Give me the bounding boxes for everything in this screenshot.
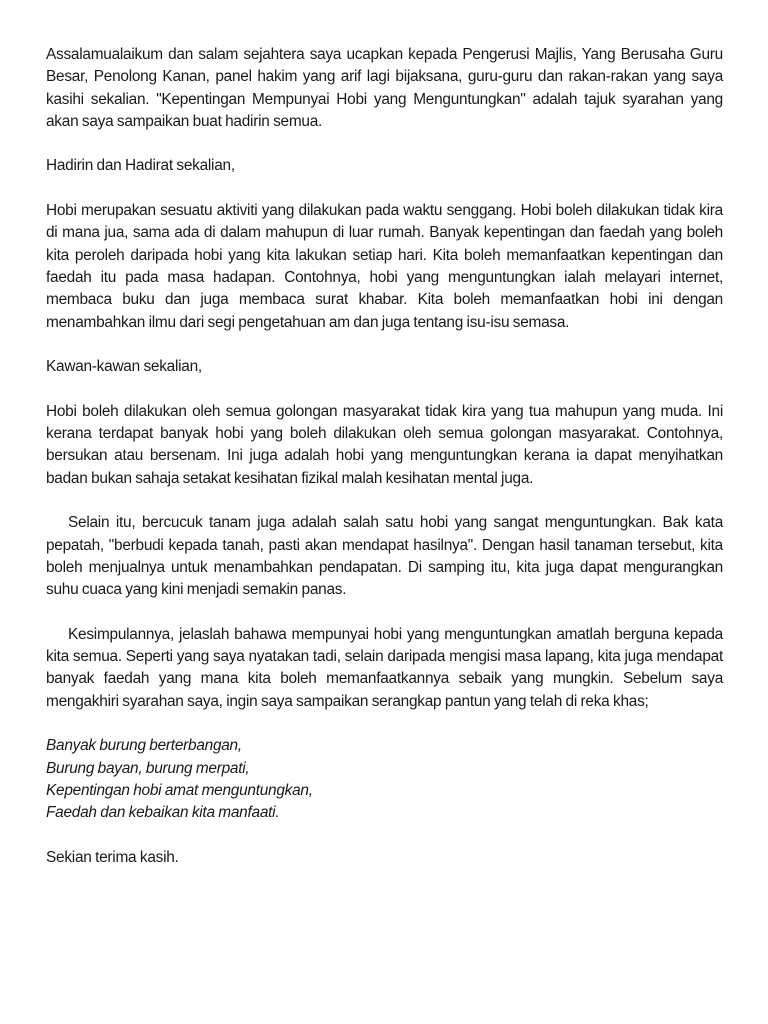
pantun-line-2: Burung bayan, burung merpati, <box>46 759 250 777</box>
conclusion-paragraph: Kesimpulannya, jelaslah bahawa mempunyai hobi yang menguntungkan amatlah berguna kepada kita semua. Seperti yang saya nyatakan tadi, selain daripada mengisi masa lapang, kita juga mendapat banyak faedah yang mana kita boleh memanfaatkannya sebaik yang mungkin. Sebelum saya mengakhiri syarahan saya, ingin saya sampaikan serangkap pantun yang telah di reka khas; <box>46 625 723 710</box>
salutation-hadirin: Hadirin dan Hadirat sekalian, <box>46 157 235 175</box>
pantun-line-4: Faedah dan kebaikan kita manfaati. <box>46 804 280 822</box>
intro-paragraph: Assalamualaikum dan salam sejahtera saya ucapkan kepada Pengerusi Majlis, Yang Berusaha Guru Besar, Penolong Kanan, panel hakim yang arif lagi bijaksana, guru-guru dan rakan-rakan yang saya kasihi sekalian. "Kepentingan Mempunyai Hobi yang Menguntungkan" adalah tajuk syarahan yang akan saya sampaikan buat hadirin semua. <box>46 46 723 130</box>
body-paragraph-2: Hobi boleh dilakukan oleh semua golongan masyarakat tidak kira yang tua mahupun yang muda. Ini kerana terdapat banyak hobi yang boleh dilakukan oleh semua golongan masyarakat. Contohnya, bersukan atau bersenam. Ini juga adalah hobi yang menguntungkan kerana ia dapat menyihatkan badan bukan sahaja setakat kesihatan fizikal malah kesihatan mental juga. <box>46 402 723 487</box>
body-paragraph-1: Hobi merupakan sesuatu aktiviti yang dilakukan pada waktu senggang. Hobi boleh dilakukan tidak kira di mana jua, sama ada di dalam mahupun di luar rumah. Banyak kepentingan dan faedah yang boleh kita peroleh daripada hobi yang kita lakukan setiap hari. Kita boleh memanfaatkan kepentingan dan faedah itu pada masa hadapan. Contohnya, hobi yang menguntungkan ialah melayari internet, membaca buku dan juga membaca surat khabar. Kita boleh memanfaatkan hobi ini dengan menambahkan ilmu dari segi pengetahuan am dan juga tentang isu-isu semasa. <box>46 202 723 331</box>
salutation-kawan: Kawan-kawan sekalian, <box>46 358 202 376</box>
pantun-line-1: Banyak burung berterbangan, <box>46 737 242 755</box>
pantun-line-3: Kepentingan hobi amat menguntungkan, <box>46 781 313 799</box>
closing-line: Sekian terima kasih. <box>46 848 179 866</box>
speech-document <box>46 44 723 869</box>
pantun-verse <box>46 735 723 824</box>
body-paragraph-3: Selain itu, bercucuk tanam juga adalah salah satu hobi yang sangat menguntungkan. Bak kata pepatah, "berbudi kepada tanah, pasti akan mendapat hasilnya". Dengan hasil tanaman tersebut, kita boleh menjualnya untuk menambahkan pendapatan. Di samping itu, kita juga dapat mengurangkan suhu cuaca yang kini menjadi semakin panas. <box>46 514 723 599</box>
